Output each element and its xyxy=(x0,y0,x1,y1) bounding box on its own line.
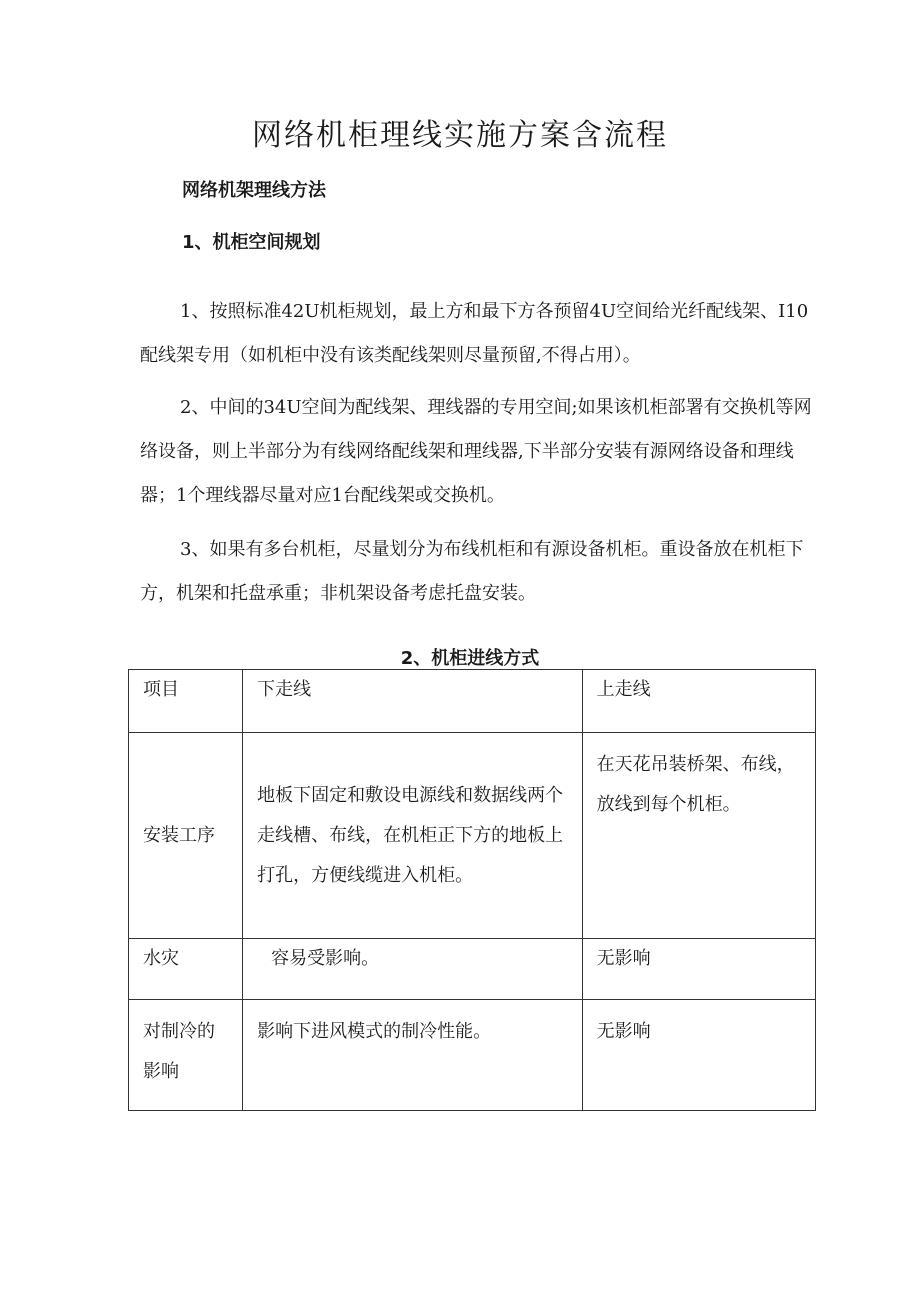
row-label-cooling: 对制冷的影响 xyxy=(129,1000,243,1111)
cell-install-above: 在天花吊装桥架、布线，放线到每个机柜。 xyxy=(582,733,815,939)
table-header-row xyxy=(129,670,816,733)
header-below-cabling: 下走线 xyxy=(243,670,582,733)
paragraph-1: 1、按照标准42U机柜规划，最上方和最下方各预留4U空间给光纤配线架、I10配线架专用（如机柜中没有该类配线架则尽量预留,不得占用）。 xyxy=(140,301,809,366)
row-label-flood: 水灾 xyxy=(129,939,243,1000)
cell-flood-above: 无影响 xyxy=(582,939,815,1000)
paragraph-3: 3、如果有多台机柜，尽量划分为布线机柜和有源设备机柜。重设备放在机柜下方，机架和托盘承重；非机架设备考虑托盘安装。 xyxy=(140,539,804,604)
document-title: 网络机柜理线实施方案含流程 xyxy=(252,118,668,153)
subtitle-heading: 网络机架理线方法 xyxy=(182,180,326,201)
cell-cooling-above: 无影响 xyxy=(582,1000,815,1111)
table-row xyxy=(129,1000,816,1111)
header-item: 项目 xyxy=(129,670,243,733)
cell-install-below: 地板下固定和敷设电源线和数据线两个走线槽、布线，在机柜正下方的地板上打孔，方便线缆进入机柜。 xyxy=(243,733,582,939)
row-label-install: 安装工序 xyxy=(129,733,243,939)
cell-flood-below: 容易受影响。 xyxy=(243,939,582,1000)
cell-cooling-below: 影响下进风模式的制冷性能。 xyxy=(243,1000,582,1111)
header-above-cabling: 上走线 xyxy=(582,670,815,733)
paragraph-2: 2、中间的34U空间为配线架、理线器的专用空间;如果该机柜部署有交换机等网络设备，则上半部分为有线网络配线架和理线器,下半部分安装有源网络设备和理线器；1个理线器尽量对应1台配线架或交换机。 xyxy=(140,397,812,506)
cabling-comparison-table xyxy=(128,669,816,1111)
table-row xyxy=(129,733,816,939)
section-2-heading: 2、机柜进线方式 xyxy=(400,648,540,669)
table-row xyxy=(129,939,816,1000)
section-1-heading: 1、机柜空间规划 xyxy=(182,232,321,253)
